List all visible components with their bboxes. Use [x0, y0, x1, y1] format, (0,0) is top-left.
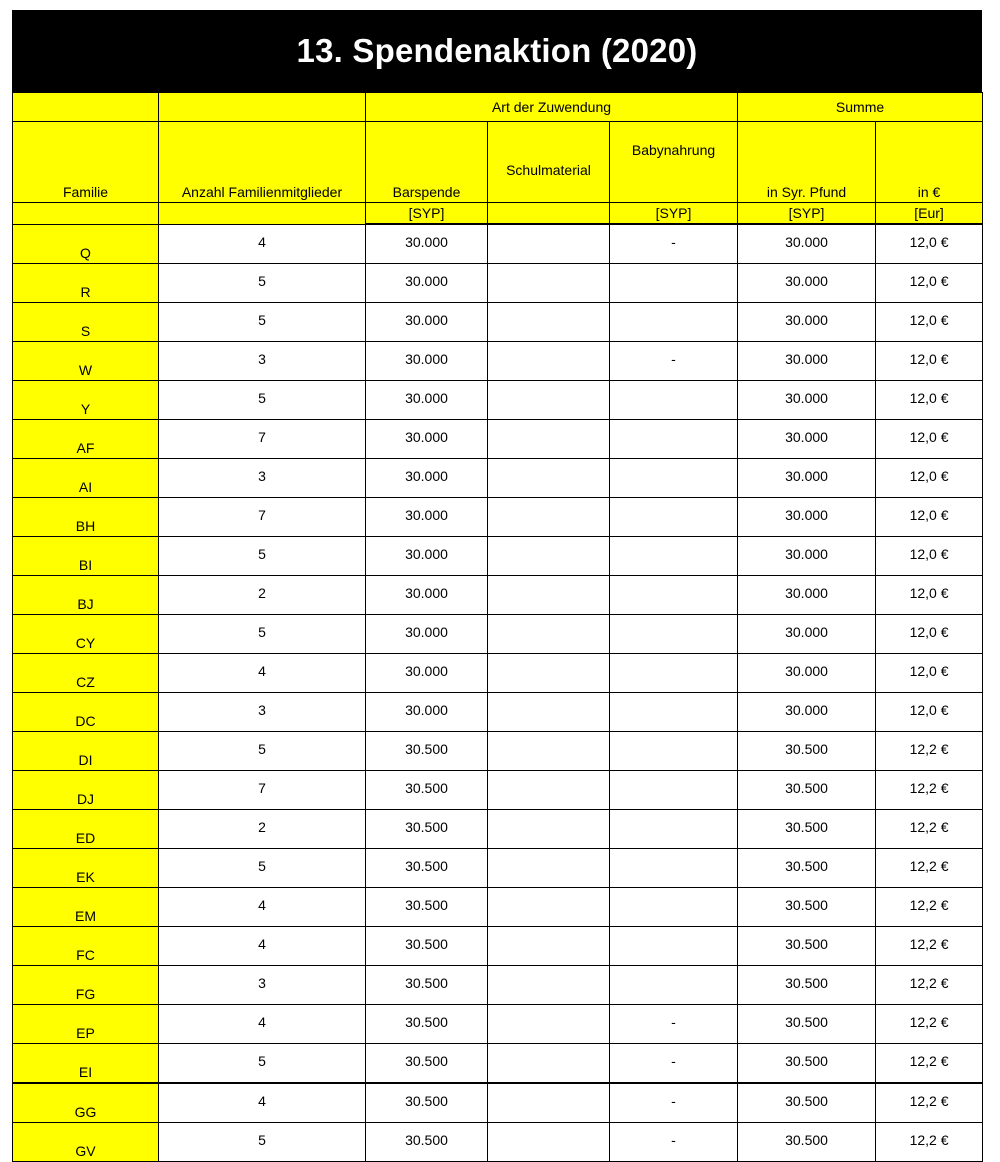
cell-eur: 12,0 €	[876, 459, 983, 498]
cell-schulmaterial	[488, 693, 610, 732]
cell-barspende: 30.000	[366, 576, 488, 615]
table-row	[13, 849, 983, 888]
header-cell-empty	[13, 203, 159, 225]
cell-eur: 12,2 €	[876, 888, 983, 927]
cell-barspende: 30.500	[366, 1123, 488, 1162]
cell-babynahrung	[610, 498, 738, 537]
cell-syp: 30.500	[738, 1005, 876, 1044]
cell-syp: 30.500	[738, 771, 876, 810]
cell-barspende: 30.500	[366, 849, 488, 888]
table-row	[13, 888, 983, 927]
cell-eur: 12,2 €	[876, 810, 983, 849]
cell-anzahl: 3	[159, 342, 366, 381]
cell-eur: 12,0 €	[876, 615, 983, 654]
cell-babynahrung: -	[610, 1083, 738, 1123]
cell-familie: FG	[13, 966, 159, 1005]
cell-schulmaterial	[488, 1005, 610, 1044]
cell-schulmaterial	[488, 264, 610, 303]
cell-schulmaterial	[488, 420, 610, 459]
table-row	[13, 810, 983, 849]
cell-familie: ED	[13, 810, 159, 849]
cell-babynahrung: -	[610, 1123, 738, 1162]
cell-schulmaterial	[488, 303, 610, 342]
cell-babynahrung	[610, 771, 738, 810]
header-cell-empty	[159, 203, 366, 225]
cell-familie: Y	[13, 381, 159, 420]
cell-babynahrung: -	[610, 1005, 738, 1044]
cell-eur: 12,0 €	[876, 654, 983, 693]
cell-anzahl: 2	[159, 810, 366, 849]
cell-anzahl: 7	[159, 498, 366, 537]
cell-eur: 12,0 €	[876, 537, 983, 576]
cell-barspende: 30.000	[366, 459, 488, 498]
cell-schulmaterial	[488, 459, 610, 498]
cell-babynahrung	[610, 576, 738, 615]
cell-familie: BH	[13, 498, 159, 537]
cell-babynahrung	[610, 264, 738, 303]
cell-syp: 30.500	[738, 1083, 876, 1123]
cell-syp: 30.000	[738, 459, 876, 498]
cell-eur: 12,0 €	[876, 498, 983, 537]
cell-familie: W	[13, 342, 159, 381]
cell-barspende: 30.500	[366, 888, 488, 927]
table-row	[13, 1005, 983, 1044]
cell-familie: S	[13, 303, 159, 342]
header-anzahl: Anzahl Familienmitglieder	[159, 122, 366, 203]
cell-familie: CY	[13, 615, 159, 654]
cell-schulmaterial	[488, 498, 610, 537]
table-row	[13, 1044, 983, 1084]
cell-syp: 30.500	[738, 1123, 876, 1162]
cell-babynahrung: -	[610, 342, 738, 381]
cell-anzahl: 3	[159, 966, 366, 1005]
cell-barspende: 30.000	[366, 498, 488, 537]
cell-syp: 30.000	[738, 342, 876, 381]
cell-syp: 30.500	[738, 1044, 876, 1084]
header-in-eur: in €	[876, 122, 983, 203]
cell-familie: DC	[13, 693, 159, 732]
cell-anzahl: 4	[159, 224, 366, 264]
cell-familie: GG	[13, 1083, 159, 1123]
table-row	[13, 342, 983, 381]
cell-eur: 12,0 €	[876, 693, 983, 732]
cell-anzahl: 5	[159, 381, 366, 420]
cell-syp: 30.000	[738, 498, 876, 537]
cell-barspende: 30.000	[366, 654, 488, 693]
cell-syp: 30.000	[738, 303, 876, 342]
cell-babynahrung	[610, 459, 738, 498]
cell-syp: 30.000	[738, 654, 876, 693]
cell-eur: 12,0 €	[876, 303, 983, 342]
table-row	[13, 771, 983, 810]
cell-eur: 12,2 €	[876, 849, 983, 888]
table-row	[13, 303, 983, 342]
table-row	[13, 498, 983, 537]
cell-anzahl: 5	[159, 732, 366, 771]
cell-anzahl: 3	[159, 459, 366, 498]
spreadsheet	[12, 10, 982, 1162]
cell-eur: 12,2 €	[876, 1083, 983, 1123]
cell-syp: 30.500	[738, 927, 876, 966]
cell-schulmaterial	[488, 732, 610, 771]
cell-familie: DI	[13, 732, 159, 771]
page-title: 13. Spendenaktion (2020)	[12, 10, 982, 92]
cell-familie: BI	[13, 537, 159, 576]
table-row	[13, 264, 983, 303]
table-row	[13, 537, 983, 576]
cell-schulmaterial	[488, 1083, 610, 1123]
cell-syp: 30.000	[738, 615, 876, 654]
header-row-1	[13, 93, 983, 122]
table-row	[13, 576, 983, 615]
cell-schulmaterial	[488, 576, 610, 615]
cell-anzahl: 7	[159, 420, 366, 459]
cell-familie: EP	[13, 1005, 159, 1044]
cell-babynahrung	[610, 966, 738, 1005]
table-row	[13, 381, 983, 420]
table-row	[13, 966, 983, 1005]
cell-babynahrung: -	[610, 224, 738, 264]
cell-schulmaterial	[488, 537, 610, 576]
cell-barspende: 30.000	[366, 693, 488, 732]
cell-barspende: 30.500	[366, 1044, 488, 1084]
cell-eur: 12,2 €	[876, 1005, 983, 1044]
header-row-2	[13, 122, 983, 203]
cell-schulmaterial	[488, 654, 610, 693]
table-row	[13, 732, 983, 771]
cell-barspende: 30.500	[366, 810, 488, 849]
header-babynahrung: Babynahrung	[610, 122, 738, 203]
cell-anzahl: 5	[159, 303, 366, 342]
table-row	[13, 927, 983, 966]
cell-syp: 30.000	[738, 693, 876, 732]
cell-familie: AF	[13, 420, 159, 459]
header-summe: Summe	[738, 93, 983, 122]
donation-table	[12, 92, 983, 1162]
cell-eur: 12,0 €	[876, 420, 983, 459]
table-row	[13, 224, 983, 264]
cell-syp: 30.500	[738, 888, 876, 927]
unit-syp: [SYP]	[738, 203, 876, 225]
header-schulmaterial: Schulmaterial	[488, 122, 610, 203]
unit-eur: [Eur]	[876, 203, 983, 225]
cell-familie: CZ	[13, 654, 159, 693]
cell-anzahl: 5	[159, 849, 366, 888]
table-row	[13, 420, 983, 459]
cell-anzahl: 5	[159, 1044, 366, 1084]
cell-schulmaterial	[488, 1123, 610, 1162]
cell-babynahrung	[610, 888, 738, 927]
cell-barspende: 30.500	[366, 732, 488, 771]
cell-familie: BJ	[13, 576, 159, 615]
cell-schulmaterial	[488, 888, 610, 927]
unit-barspende: [SYP]	[366, 203, 488, 225]
cell-barspende: 30.000	[366, 303, 488, 342]
cell-syp: 30.000	[738, 576, 876, 615]
cell-schulmaterial	[488, 615, 610, 654]
cell-schulmaterial	[488, 224, 610, 264]
header-cell-empty	[13, 93, 159, 122]
cell-schulmaterial	[488, 849, 610, 888]
cell-schulmaterial	[488, 381, 610, 420]
cell-eur: 12,2 €	[876, 927, 983, 966]
cell-eur: 12,2 €	[876, 771, 983, 810]
cell-familie: FC	[13, 927, 159, 966]
cell-babynahrung	[610, 381, 738, 420]
cell-syp: 30.500	[738, 732, 876, 771]
cell-anzahl: 4	[159, 654, 366, 693]
cell-familie: EI	[13, 1044, 159, 1084]
cell-syp: 30.500	[738, 966, 876, 1005]
cell-schulmaterial	[488, 1044, 610, 1084]
cell-syp: 30.500	[738, 849, 876, 888]
table-row	[13, 693, 983, 732]
cell-familie: EK	[13, 849, 159, 888]
header-cell-empty	[159, 93, 366, 122]
cell-babynahrung	[610, 615, 738, 654]
cell-anzahl: 5	[159, 537, 366, 576]
header-row-units	[13, 203, 983, 225]
cell-anzahl: 5	[159, 264, 366, 303]
cell-barspende: 30.000	[366, 381, 488, 420]
cell-barspende: 30.500	[366, 927, 488, 966]
cell-eur: 12,2 €	[876, 732, 983, 771]
cell-eur: 12,2 €	[876, 1044, 983, 1084]
cell-syp: 30.500	[738, 810, 876, 849]
cell-syp: 30.000	[738, 224, 876, 264]
table-row	[13, 1083, 983, 1123]
cell-barspende: 30.000	[366, 342, 488, 381]
cell-familie: AI	[13, 459, 159, 498]
cell-anzahl: 4	[159, 1005, 366, 1044]
cell-anzahl: 3	[159, 693, 366, 732]
cell-anzahl: 5	[159, 615, 366, 654]
cell-familie: DJ	[13, 771, 159, 810]
header-art-der-zuwendung: Art der Zuwendung	[366, 93, 738, 122]
cell-anzahl: 4	[159, 888, 366, 927]
cell-babynahrung	[610, 732, 738, 771]
cell-eur: 12,0 €	[876, 342, 983, 381]
cell-eur: 12,2 €	[876, 1123, 983, 1162]
cell-barspende: 30.000	[366, 264, 488, 303]
header-familie: Familie	[13, 122, 159, 203]
cell-barspende: 30.500	[366, 966, 488, 1005]
cell-syp: 30.000	[738, 537, 876, 576]
cell-anzahl: 5	[159, 1123, 366, 1162]
cell-babynahrung	[610, 810, 738, 849]
header-in-syr-pfund: in Syr. Pfund	[738, 122, 876, 203]
cell-barspende: 30.500	[366, 1083, 488, 1123]
cell-eur: 12,2 €	[876, 966, 983, 1005]
cell-familie: Q	[13, 224, 159, 264]
cell-schulmaterial	[488, 966, 610, 1005]
cell-anzahl: 2	[159, 576, 366, 615]
unit-schulmaterial	[488, 203, 610, 225]
cell-syp: 30.000	[738, 264, 876, 303]
cell-barspende: 30.500	[366, 1005, 488, 1044]
table-row	[13, 459, 983, 498]
table-row	[13, 615, 983, 654]
cell-babynahrung	[610, 420, 738, 459]
cell-babynahrung	[610, 927, 738, 966]
cell-barspende: 30.500	[366, 771, 488, 810]
cell-syp: 30.000	[738, 381, 876, 420]
cell-barspende: 30.000	[366, 224, 488, 264]
cell-barspende: 30.000	[366, 537, 488, 576]
cell-eur: 12,0 €	[876, 381, 983, 420]
cell-barspende: 30.000	[366, 615, 488, 654]
cell-babynahrung	[610, 303, 738, 342]
cell-anzahl: 4	[159, 927, 366, 966]
cell-barspende: 30.000	[366, 420, 488, 459]
cell-syp: 30.000	[738, 420, 876, 459]
cell-eur: 12,0 €	[876, 576, 983, 615]
cell-eur: 12,0 €	[876, 224, 983, 264]
cell-babynahrung	[610, 849, 738, 888]
cell-schulmaterial	[488, 927, 610, 966]
header-barspende: Barspende	[366, 122, 488, 203]
cell-schulmaterial	[488, 342, 610, 381]
cell-babynahrung	[610, 693, 738, 732]
cell-schulmaterial	[488, 771, 610, 810]
cell-familie: R	[13, 264, 159, 303]
cell-eur: 12,0 €	[876, 264, 983, 303]
table-row	[13, 654, 983, 693]
cell-babynahrung	[610, 654, 738, 693]
cell-anzahl: 4	[159, 1083, 366, 1123]
cell-anzahl: 7	[159, 771, 366, 810]
cell-familie: EM	[13, 888, 159, 927]
cell-babynahrung: -	[610, 1044, 738, 1084]
unit-babynahrung: [SYP]	[610, 203, 738, 225]
cell-babynahrung	[610, 537, 738, 576]
cell-schulmaterial	[488, 810, 610, 849]
table-row	[13, 1123, 983, 1162]
cell-familie: GV	[13, 1123, 159, 1162]
